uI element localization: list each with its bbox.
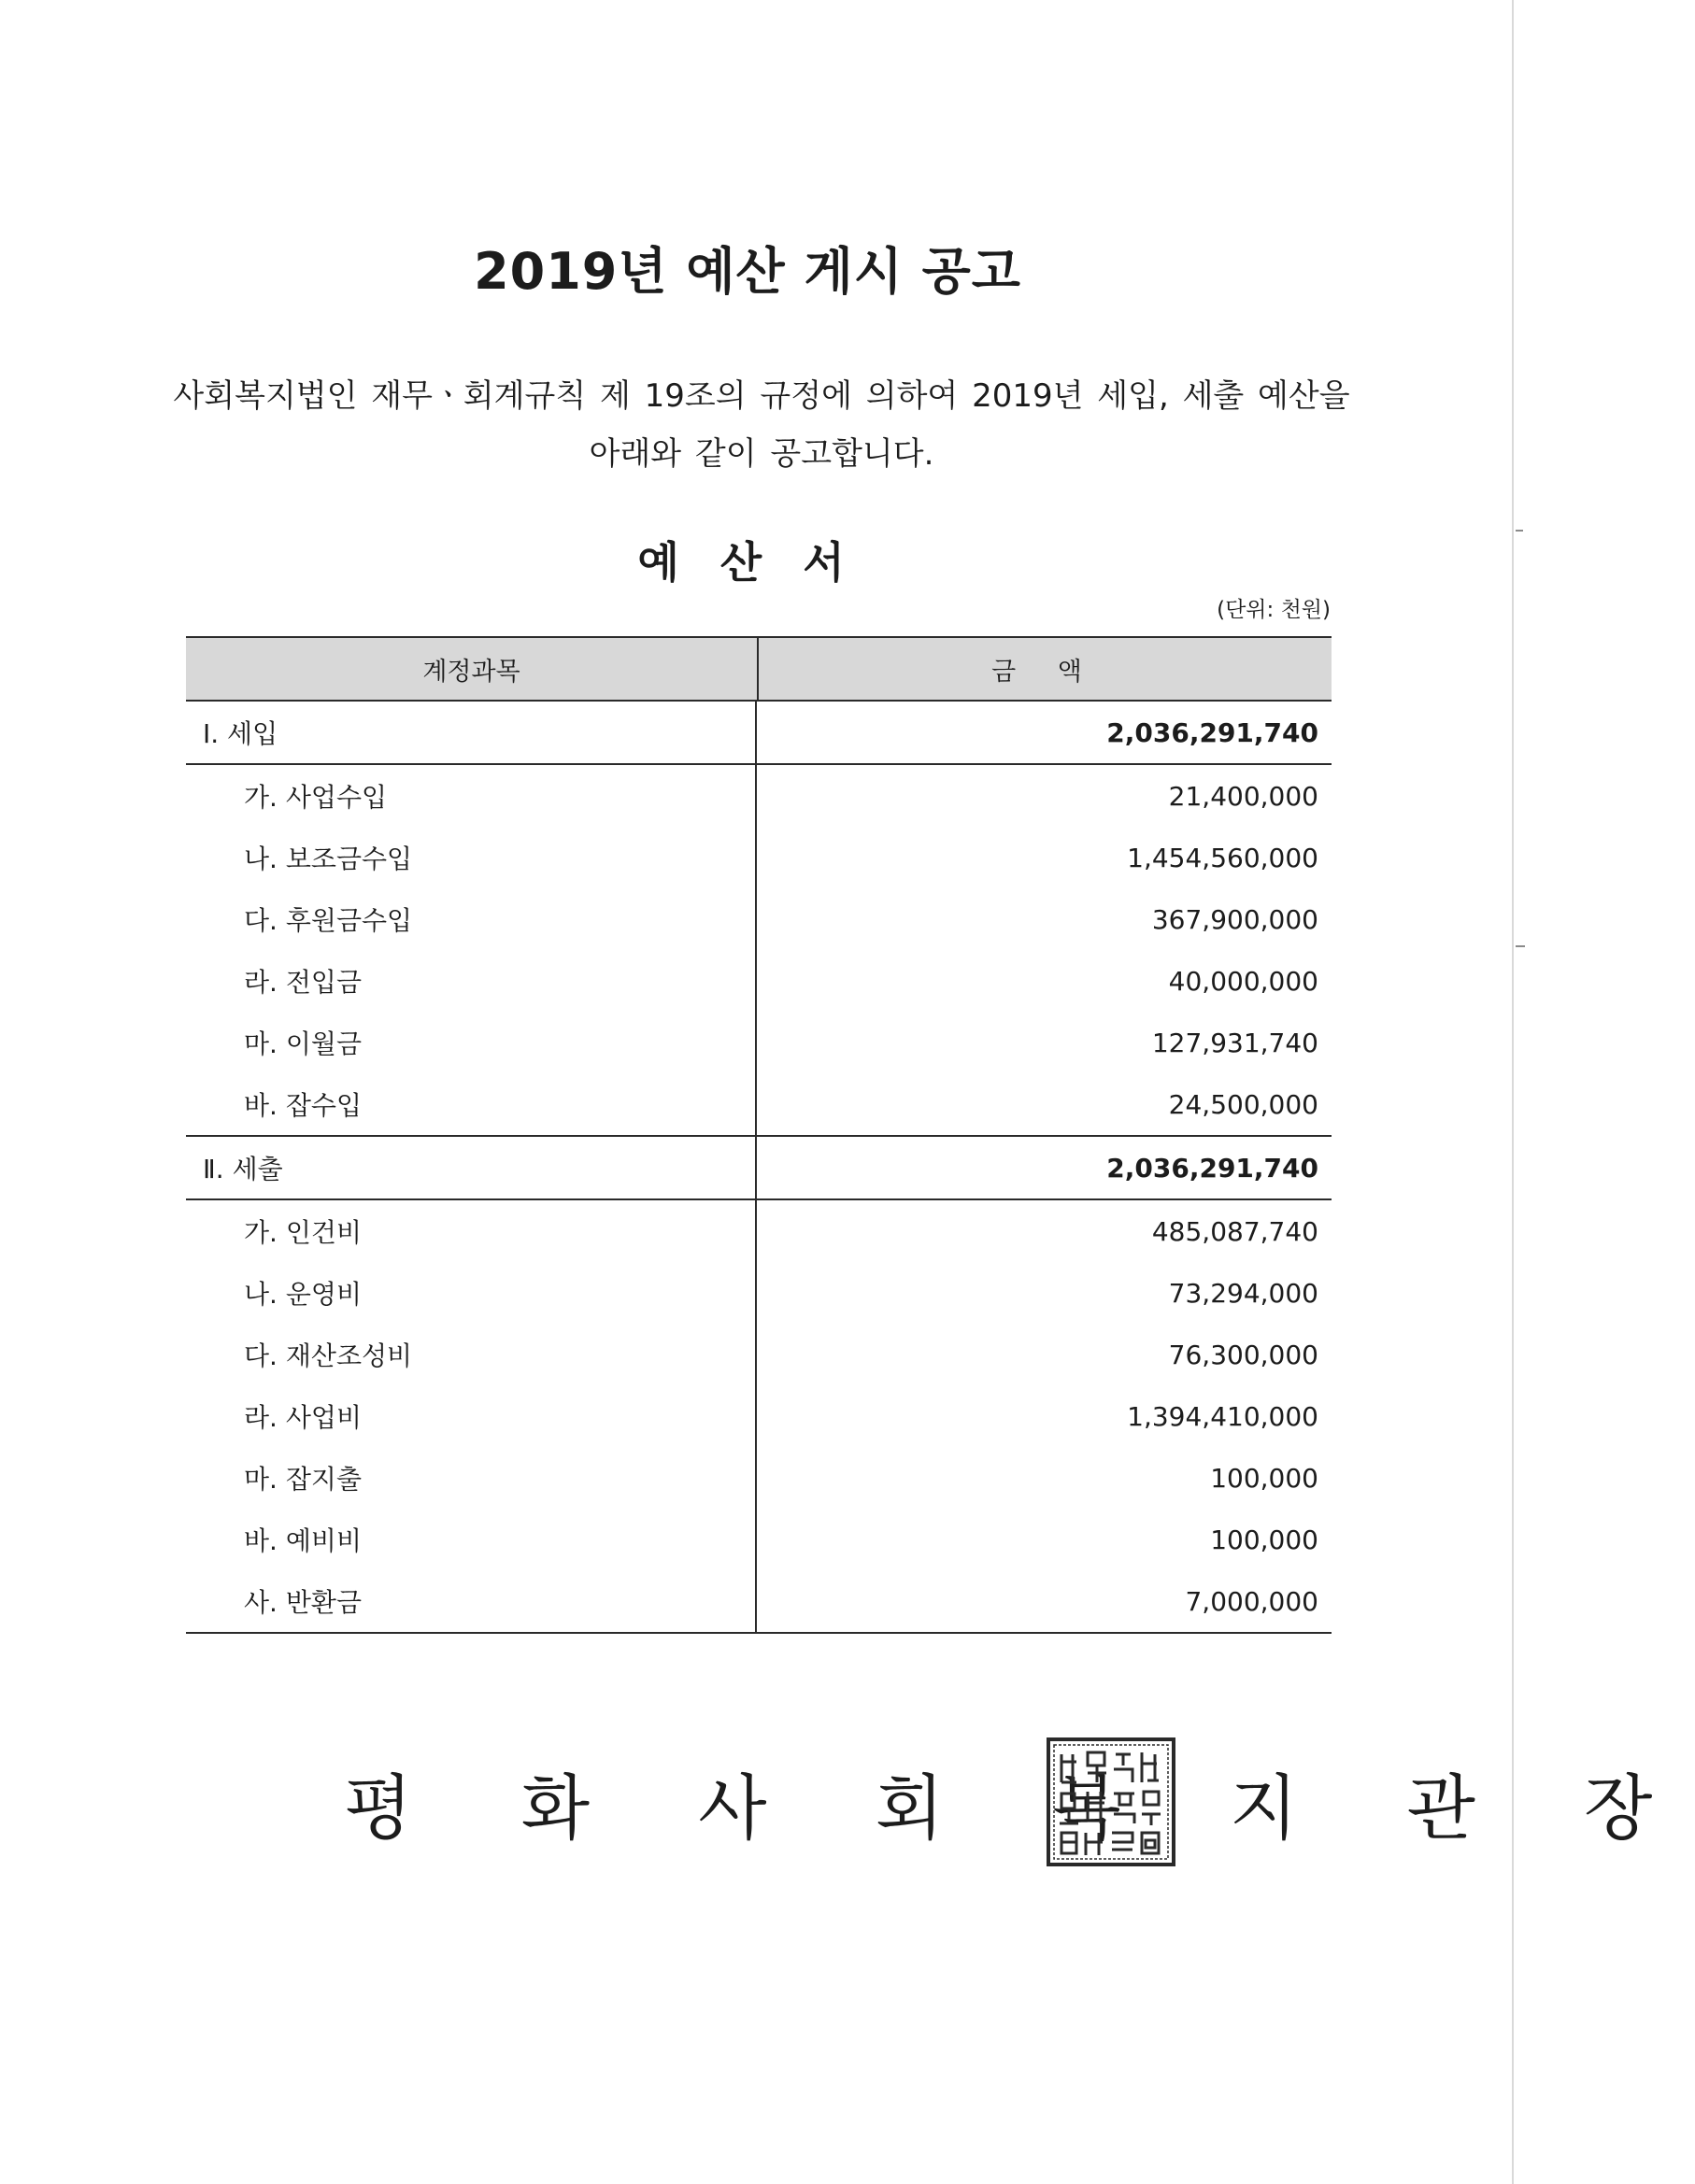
- scan-edge-mark: [1516, 530, 1523, 532]
- table-section: [186, 702, 1332, 1137]
- table-row: [186, 1570, 1332, 1632]
- item-label: 바. 예비비: [186, 1509, 757, 1570]
- budget-document-title: 예 산 서: [637, 537, 858, 588]
- table-body: [186, 702, 1332, 1632]
- table-row: [186, 1073, 1332, 1135]
- organization-name: 평 화 사 회 복 지 관 장: [344, 1766, 1695, 1850]
- table-row: [186, 1012, 1332, 1073]
- item-label: 다. 재산조성비: [186, 1324, 757, 1385]
- table-row: [186, 1385, 1332, 1447]
- item-amount: 24,500,000: [1168, 1088, 1318, 1120]
- table-row: [186, 765, 1332, 827]
- item-amount: 485,087,740: [1151, 1215, 1318, 1247]
- table-header: [186, 638, 1332, 702]
- item-amount: 73,294,000: [1168, 1277, 1318, 1309]
- item-amount: 1,394,410,000: [1127, 1400, 1318, 1432]
- intro-line: 사회복지법인 재무ㆍ회계규칙 제 19조의 규정에 의하여 2019년 세입, 세출 예산을: [173, 377, 1350, 415]
- item-amount: 1,454,560,000: [1127, 842, 1318, 873]
- section-total: 2,036,291,740: [1106, 1152, 1318, 1184]
- table-row: [186, 888, 1332, 950]
- page-title: 2019년 예산 게시 공고: [474, 242, 1021, 301]
- item-label: 바. 잡수입: [186, 1073, 757, 1135]
- item-label: 라. 전입금: [186, 950, 757, 1012]
- section-label: Ⅰ. 세입: [186, 702, 757, 763]
- item-amount: 127,931,740: [1151, 1027, 1318, 1058]
- table-row: [186, 1509, 1332, 1570]
- table-section: [186, 1137, 1332, 1632]
- table-row: [186, 1200, 1332, 1262]
- intro-line: 아래와 같이 공고합니다.: [589, 435, 934, 473]
- item-label: 마. 이월금: [186, 1012, 757, 1073]
- table-row: [186, 1324, 1332, 1385]
- item-label: 다. 후원금수입: [186, 888, 757, 950]
- header-account: 계정과목: [186, 638, 759, 700]
- item-label: 라. 사업비: [186, 1385, 757, 1447]
- item-amount: 100,000: [1210, 1524, 1318, 1555]
- item-label: 가. 인건비: [186, 1200, 757, 1262]
- item-label: 나. 운영비: [186, 1262, 757, 1324]
- section-label: Ⅱ. 세출: [186, 1137, 757, 1198]
- item-label: 나. 보조금수입: [186, 827, 757, 888]
- table-row: [186, 950, 1332, 1012]
- header-amount: 금 액: [991, 657, 1099, 687]
- item-amount: 100,000: [1210, 1462, 1318, 1494]
- scan-edge: [1512, 0, 1514, 2184]
- item-amount: 21,400,000: [1168, 780, 1318, 812]
- intro-paragraph: [168, 367, 1355, 483]
- item-amount: 76,300,000: [1168, 1339, 1318, 1370]
- item-label: 마. 잡지출: [186, 1447, 757, 1509]
- item-amount: 367,900,000: [1151, 903, 1318, 935]
- table-row: [186, 1262, 1332, 1324]
- unit-label: (단위: 천원): [1217, 598, 1331, 622]
- budget-table: [186, 636, 1332, 1634]
- table-row: [186, 1447, 1332, 1509]
- table-row: [186, 827, 1332, 888]
- table-row-section: [186, 702, 1332, 765]
- table-row-section: [186, 1137, 1332, 1200]
- official-seal-icon: [1045, 1736, 1177, 1868]
- item-label: 가. 사업수입: [186, 765, 757, 827]
- item-amount: 7,000,000: [1185, 1585, 1318, 1617]
- section-total: 2,036,291,740: [1106, 716, 1318, 748]
- item-label: 사. 반환금: [186, 1570, 757, 1632]
- scan-edge-mark: [1516, 945, 1525, 947]
- item-amount: 40,000,000: [1168, 965, 1318, 997]
